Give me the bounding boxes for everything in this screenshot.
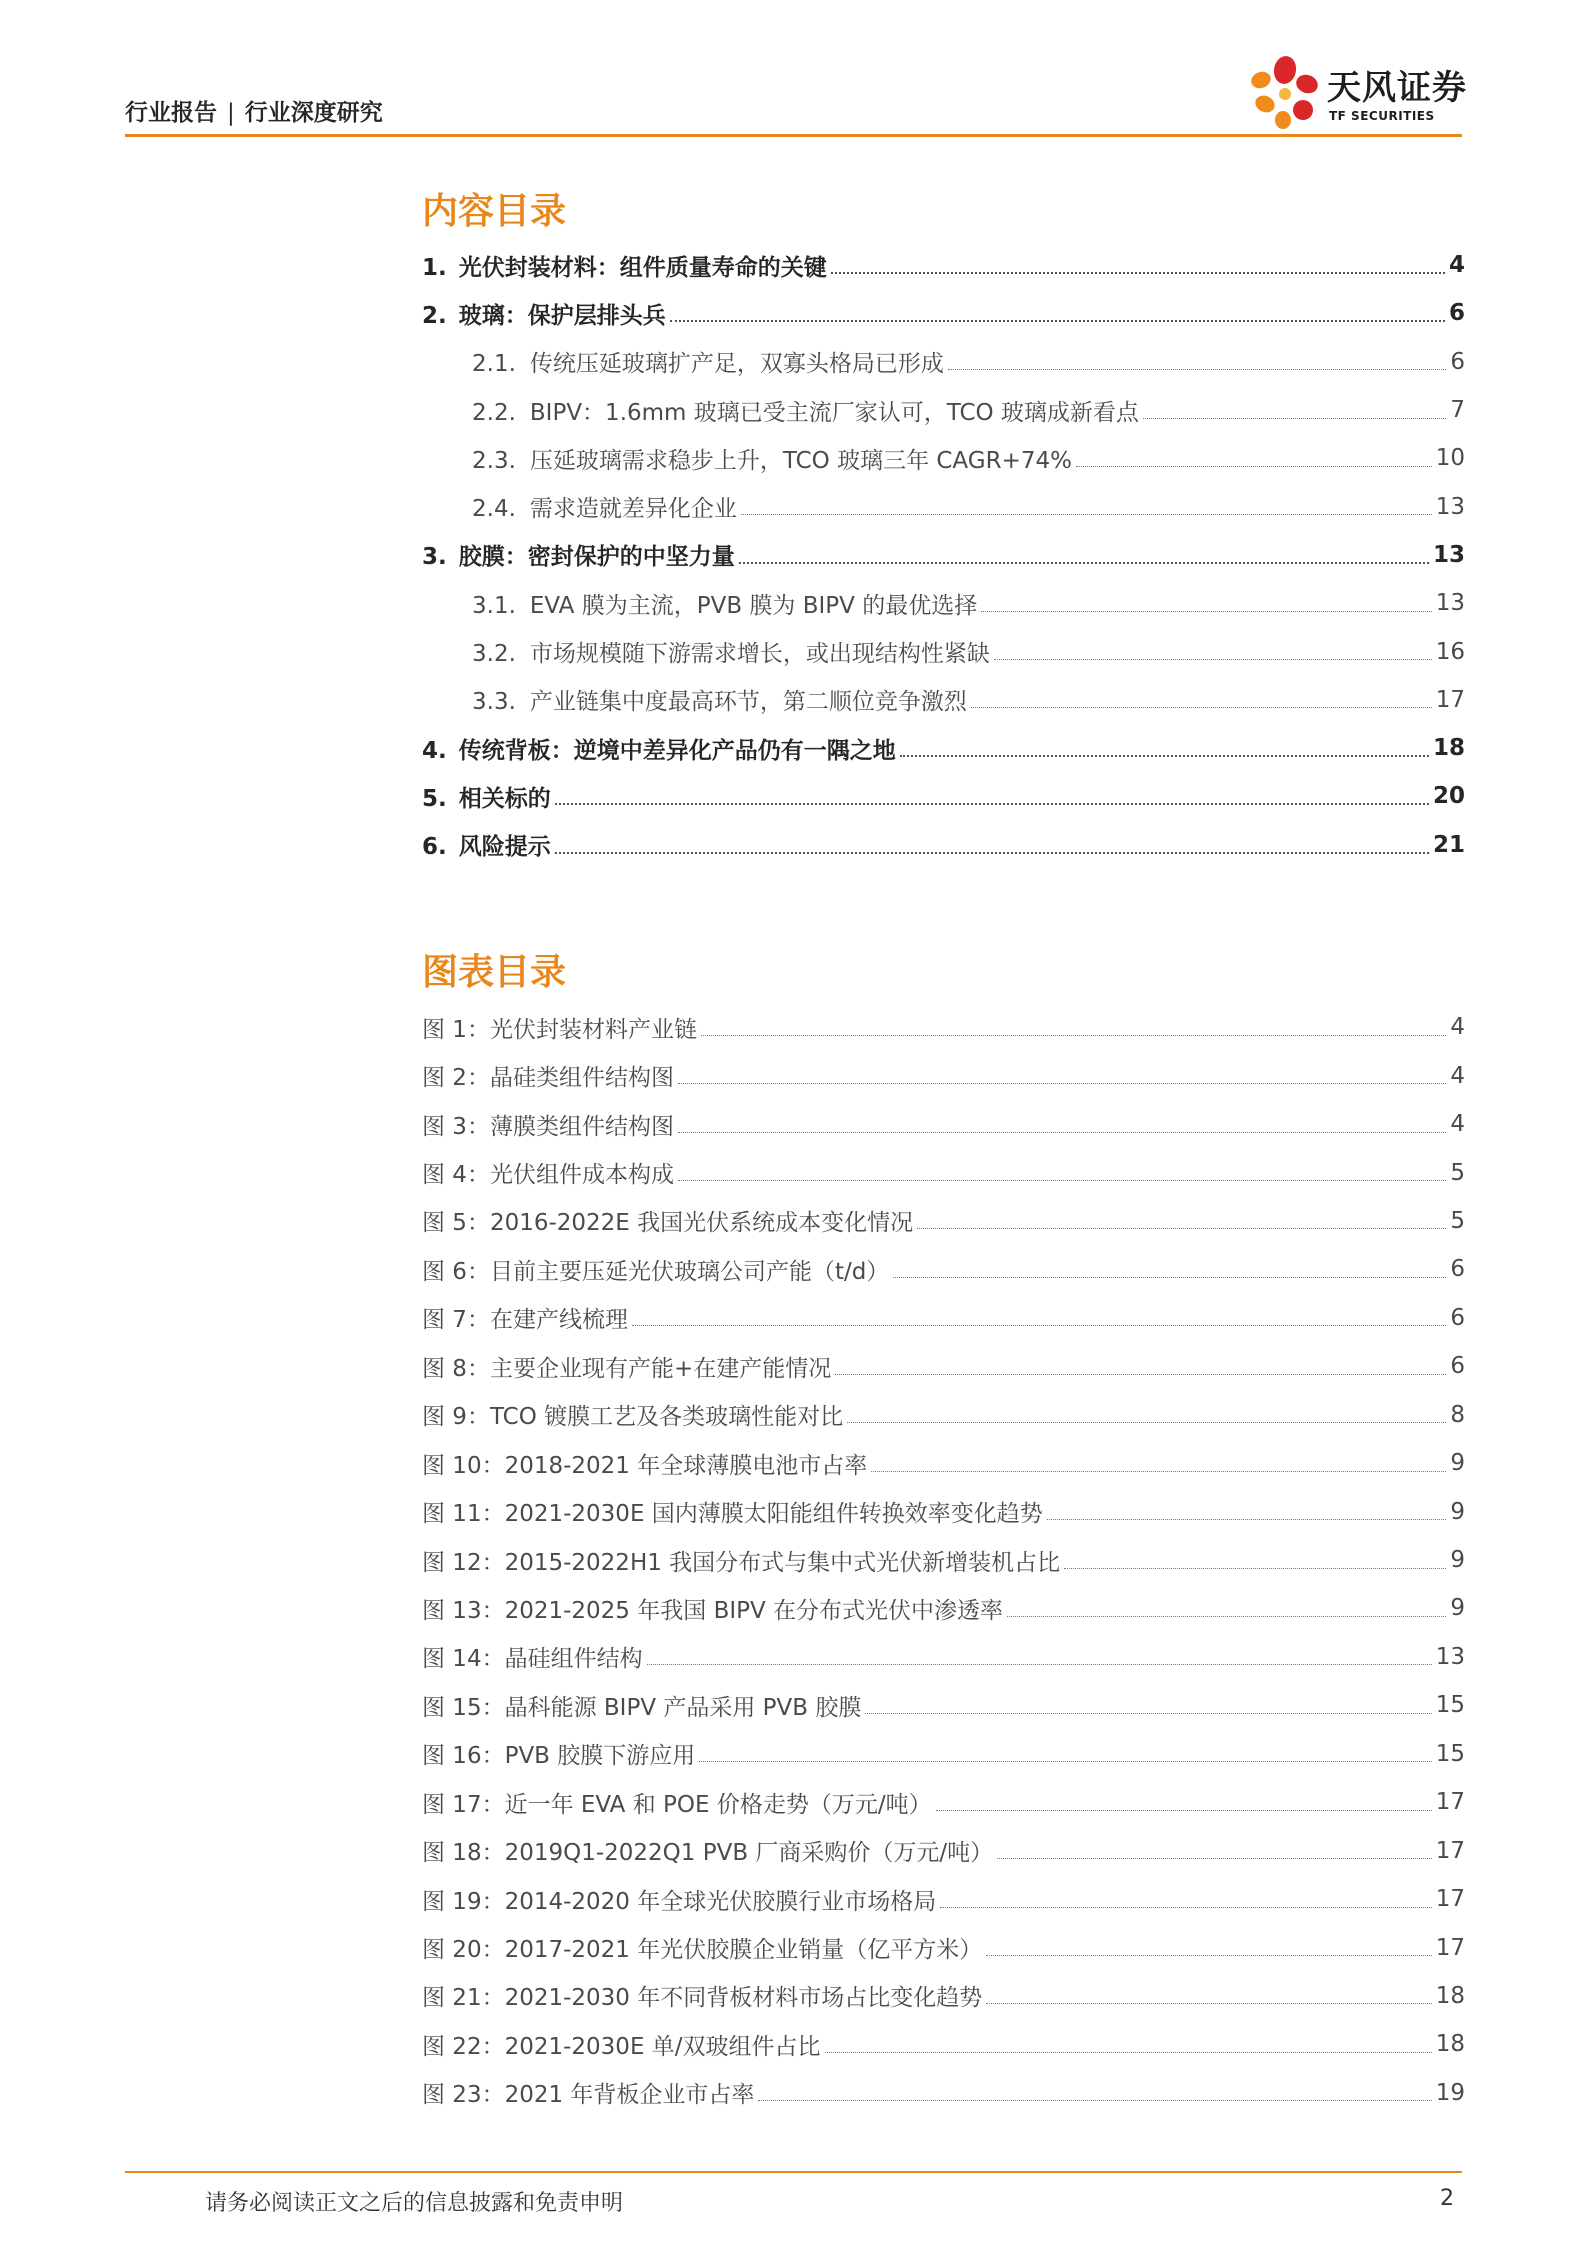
figure-page: 9 bbox=[1450, 1547, 1465, 1574]
figure-page: 9 bbox=[1450, 1498, 1465, 1525]
figure-page: 8 bbox=[1450, 1401, 1465, 1428]
leader-dots bbox=[900, 755, 1429, 757]
toc-entry[interactable] bbox=[422, 434, 1465, 482]
toc-number: 3. bbox=[422, 544, 447, 571]
figure-entry[interactable] bbox=[422, 1294, 1465, 1342]
toc-text: 传统压延玻璃扩产足，双寡头格局已形成 bbox=[529, 351, 944, 378]
figure-page: 6 bbox=[1450, 1353, 1465, 1380]
figure-entry[interactable] bbox=[422, 1730, 1465, 1778]
leader-dots bbox=[739, 562, 1429, 564]
leader-dots bbox=[871, 1471, 1446, 1472]
figure-page: 17 bbox=[1435, 1789, 1465, 1816]
figure-entry[interactable] bbox=[422, 2020, 1465, 2068]
toc-text: 光伏封装材料：组件质量寿命的关键 bbox=[458, 254, 827, 281]
figure-text: 图 10：2018-2021 年全球薄膜电池市占率 bbox=[422, 1452, 868, 1479]
leader-dots bbox=[678, 1180, 1446, 1181]
leader-dots bbox=[994, 659, 1432, 660]
toc-page: 7 bbox=[1450, 397, 1465, 424]
figure-entry[interactable] bbox=[422, 1681, 1465, 1729]
figure-page: 15 bbox=[1435, 1740, 1465, 1767]
figure-entry[interactable] bbox=[422, 2069, 1465, 2117]
toc-number: 2.1. bbox=[472, 351, 516, 378]
figure-entry[interactable] bbox=[422, 1826, 1465, 1874]
figure-entry[interactable] bbox=[422, 1875, 1465, 1923]
leader-dots bbox=[835, 1374, 1446, 1375]
company-logo bbox=[1245, 48, 1465, 134]
figure-entry[interactable] bbox=[422, 1245, 1465, 1293]
leader-dots bbox=[893, 1277, 1446, 1278]
toc-page: 13 bbox=[1432, 541, 1465, 568]
toc-text: 玻璃：保护层排头兵 bbox=[458, 302, 666, 329]
figure-entry[interactable] bbox=[422, 1003, 1465, 1051]
toc-number: 2. bbox=[422, 302, 447, 329]
figure-entry[interactable] bbox=[422, 1197, 1465, 1245]
leader-dots bbox=[948, 369, 1446, 370]
leader-dots bbox=[701, 1035, 1446, 1036]
leader-dots bbox=[555, 852, 1429, 854]
toc-number: 3.2. bbox=[472, 641, 516, 668]
figure-page: 5 bbox=[1450, 1159, 1465, 1186]
figure-entry[interactable] bbox=[422, 1778, 1465, 1826]
leader-dots bbox=[936, 1810, 1432, 1811]
toc-page: 4 bbox=[1448, 252, 1465, 279]
leader-dots bbox=[986, 2003, 1431, 2004]
figure-entry[interactable] bbox=[422, 1051, 1465, 1099]
toc-entry[interactable] bbox=[422, 821, 1465, 869]
figure-entry[interactable] bbox=[422, 1584, 1465, 1632]
figure-entry[interactable] bbox=[422, 1100, 1465, 1148]
figure-page: 4 bbox=[1450, 1062, 1465, 1089]
toc-page: 16 bbox=[1435, 638, 1465, 665]
toc-entry[interactable] bbox=[422, 482, 1465, 530]
toc-entry[interactable] bbox=[422, 386, 1465, 434]
toc-number: 6. bbox=[422, 834, 447, 861]
figure-text: 图 13：2021-2025 年我国 BIPV 在分布式光伏中渗透率 bbox=[422, 1597, 1004, 1624]
figure-text: 图 17：近一年 EVA 和 POE 价格走势（万元/吨） bbox=[422, 1791, 932, 1818]
figure-text: 图 5：2016-2022E 我国光伏系统成本变化情况 bbox=[422, 1210, 914, 1237]
leader-dots bbox=[741, 514, 1432, 515]
figure-text: 图 14：晶硅组件结构 bbox=[422, 1646, 643, 1673]
toc-page: 10 bbox=[1435, 445, 1465, 472]
leader-dots bbox=[940, 1907, 1431, 1908]
figure-page: 4 bbox=[1450, 1014, 1465, 1041]
leader-dots bbox=[670, 320, 1445, 322]
figure-page: 17 bbox=[1435, 1886, 1465, 1913]
leader-dots bbox=[647, 1664, 1432, 1665]
toc-number: 3.1. bbox=[472, 592, 516, 619]
toc-page: 13 bbox=[1435, 493, 1465, 520]
figure-page: 13 bbox=[1435, 1643, 1465, 1670]
toc-text: 风险提示 bbox=[458, 834, 551, 861]
toc-text: EVA 膜为主流，PVB 膜为 BIPV 的最优选择 bbox=[529, 592, 978, 619]
figure-text: 图 4：光伏组件成本构成 bbox=[422, 1162, 674, 1189]
toc-entry[interactable] bbox=[422, 627, 1465, 675]
figure-text: 图 8：主要企业现有产能+在建产能情况 bbox=[422, 1355, 832, 1382]
figure-entry[interactable] bbox=[422, 1342, 1465, 1390]
page-number: 2 bbox=[1440, 2186, 1454, 2211]
leader-dots bbox=[847, 1422, 1446, 1423]
leader-dots bbox=[758, 2100, 1431, 2101]
toc-page: 13 bbox=[1435, 590, 1465, 617]
toc-text: 压延玻璃需求稳步上升，TCO 玻璃三年 CAGR+74% bbox=[529, 447, 1072, 474]
figure-text: 图 2：晶硅类组件结构图 bbox=[422, 1065, 674, 1092]
figure-entry[interactable] bbox=[422, 1439, 1465, 1487]
toc-number: 5. bbox=[422, 785, 447, 812]
figure-page: 15 bbox=[1435, 1692, 1465, 1719]
toc-text: 胶膜：密封保护的中坚力量 bbox=[458, 544, 735, 571]
figure-text: 图 6：目前主要压延光伏玻璃公司产能（t/d） bbox=[422, 1258, 890, 1285]
contents-list bbox=[422, 241, 1465, 869]
figures-title: 图表目录 bbox=[422, 952, 567, 993]
toc-text: 需求造就差异化企业 bbox=[529, 496, 737, 523]
figure-text: 图 9：TCO 镀膜工艺及各类玻璃性能对比 bbox=[422, 1404, 844, 1431]
figure-entry[interactable] bbox=[422, 1633, 1465, 1681]
figure-text: 图 19：2014-2020 年全球光伏胶膜行业市场格局 bbox=[422, 1888, 937, 1915]
leader-dots bbox=[997, 1858, 1432, 1859]
header-subcategory: 行业深度研究 bbox=[244, 100, 383, 126]
flower-logo-icon bbox=[1245, 48, 1325, 134]
leader-dots bbox=[865, 1713, 1431, 1714]
toc-entry[interactable] bbox=[422, 241, 1465, 289]
toc-entry[interactable] bbox=[422, 338, 1465, 386]
leader-dots bbox=[632, 1325, 1446, 1326]
figure-text: 图 3：薄膜类组件结构图 bbox=[422, 1113, 674, 1140]
leader-dots bbox=[1007, 1616, 1446, 1617]
figure-entry[interactable] bbox=[422, 1972, 1465, 2020]
figure-page: 6 bbox=[1450, 1304, 1465, 1331]
toc-entry[interactable] bbox=[422, 289, 1465, 337]
leader-dots bbox=[917, 1228, 1446, 1229]
figure-page: 9 bbox=[1450, 1450, 1465, 1477]
toc-entry[interactable] bbox=[422, 772, 1465, 820]
figure-text: 图 16：PVB 胶膜下游应用 bbox=[422, 1743, 696, 1770]
leader-dots bbox=[825, 2052, 1432, 2053]
toc-entry[interactable] bbox=[422, 531, 1465, 579]
toc-entry[interactable] bbox=[422, 579, 1465, 627]
leader-dots bbox=[1076, 466, 1432, 467]
toc-page: 6 bbox=[1450, 348, 1465, 375]
figure-page: 18 bbox=[1435, 2031, 1465, 2058]
toc-number: 2.2. bbox=[472, 399, 516, 426]
figure-page: 5 bbox=[1450, 1207, 1465, 1234]
toc-number: 2.3. bbox=[472, 447, 516, 474]
figure-page: 19 bbox=[1435, 2079, 1465, 2106]
figure-text: 图 12：2015-2022H1 我国分布式与集中式光伏新增装机占比 bbox=[422, 1549, 1061, 1576]
leader-dots bbox=[986, 1955, 1431, 1956]
toc-page: 21 bbox=[1432, 831, 1465, 858]
toc-page: 20 bbox=[1432, 783, 1465, 810]
contents-title: 内容目录 bbox=[422, 191, 567, 232]
figure-text: 图 11：2021-2030E 国内薄膜太阳能组件转换效率变化趋势 bbox=[422, 1501, 1043, 1528]
toc-text: 产业链集中度最高环节，第二顺位竞争激烈 bbox=[529, 689, 967, 716]
toc-text: 市场规模随下游需求增长，或出现结构性紧缺 bbox=[529, 641, 990, 668]
leader-dots bbox=[831, 272, 1445, 274]
figure-text: 图 18：2019Q1-2022Q1 PVB 厂商采购价（万元/吨） bbox=[422, 1840, 994, 1867]
figure-entry[interactable] bbox=[422, 1391, 1465, 1439]
toc-entry[interactable] bbox=[422, 724, 1465, 772]
toc-number: 2.4. bbox=[472, 496, 516, 523]
toc-entry[interactable] bbox=[422, 676, 1465, 724]
toc-page: 18 bbox=[1432, 735, 1465, 762]
figure-entry[interactable] bbox=[422, 1487, 1465, 1535]
toc-number: 1. bbox=[422, 254, 447, 281]
figures-list bbox=[422, 1003, 1465, 2117]
figure-page: 6 bbox=[1450, 1256, 1465, 1283]
toc-number: 4. bbox=[422, 737, 447, 764]
header-breadcrumb bbox=[125, 94, 383, 127]
toc-text: 传统背板：逆境中差异化产品仍有一隅之地 bbox=[458, 737, 896, 764]
toc-page: 6 bbox=[1448, 300, 1465, 327]
leader-dots bbox=[678, 1132, 1446, 1133]
figure-text: 图 22：2021-2030E 单/双玻组件占比 bbox=[422, 2033, 821, 2060]
toc-page: 17 bbox=[1435, 686, 1465, 713]
figure-entry[interactable] bbox=[422, 1536, 1465, 1584]
figure-page: 9 bbox=[1450, 1595, 1465, 1622]
header-category: 行业报告 bbox=[125, 100, 217, 126]
leader-dots bbox=[1047, 1519, 1447, 1520]
header-rule bbox=[125, 134, 1462, 137]
figure-text: 图 21：2021-2030 年不同背板材料市场占比变化趋势 bbox=[422, 1985, 983, 2012]
figure-text: 图 7：在建产线梳理 bbox=[422, 1307, 628, 1334]
leader-dots bbox=[678, 1083, 1446, 1084]
header-separator: | bbox=[227, 100, 235, 126]
figure-text: 图 20：2017-2021 年光伏胶膜企业销量（亿平方米） bbox=[422, 1937, 983, 1964]
toc-number: 3.3. bbox=[472, 689, 516, 716]
footer-rule bbox=[125, 2171, 1462, 2173]
figure-page: 17 bbox=[1435, 1934, 1465, 1961]
leader-dots bbox=[699, 1761, 1431, 1762]
leader-dots bbox=[1143, 418, 1446, 419]
figure-text: 图 1：光伏封装材料产业链 bbox=[422, 1016, 697, 1043]
toc-text: 相关标的 bbox=[458, 785, 551, 812]
footer-disclaimer: 请务必阅读正文之后的信息披露和免责申明 bbox=[205, 2191, 624, 2216]
toc-text: BIPV：1.6mm 玻璃已受主流厂家认可，TCO 玻璃成新看点 bbox=[529, 399, 1139, 426]
figure-page: 18 bbox=[1435, 1982, 1465, 2009]
logo-subtitle: TF SECURITIES bbox=[1329, 109, 1435, 123]
figure-entry[interactable] bbox=[422, 1923, 1465, 1971]
leader-dots bbox=[981, 611, 1432, 612]
leader-dots bbox=[1064, 1568, 1446, 1569]
figure-text: 图 23：2021 年背板企业市占率 bbox=[422, 2082, 755, 2109]
figure-text: 图 15：晶科能源 BIPV 产品采用 PVB 胶膜 bbox=[422, 1694, 862, 1721]
figure-page: 4 bbox=[1450, 1111, 1465, 1138]
figure-entry[interactable] bbox=[422, 1148, 1465, 1196]
logo-name: 天风证券 bbox=[1327, 68, 1467, 108]
leader-dots bbox=[971, 707, 1432, 708]
figure-page: 17 bbox=[1435, 1837, 1465, 1864]
leader-dots bbox=[555, 803, 1429, 805]
